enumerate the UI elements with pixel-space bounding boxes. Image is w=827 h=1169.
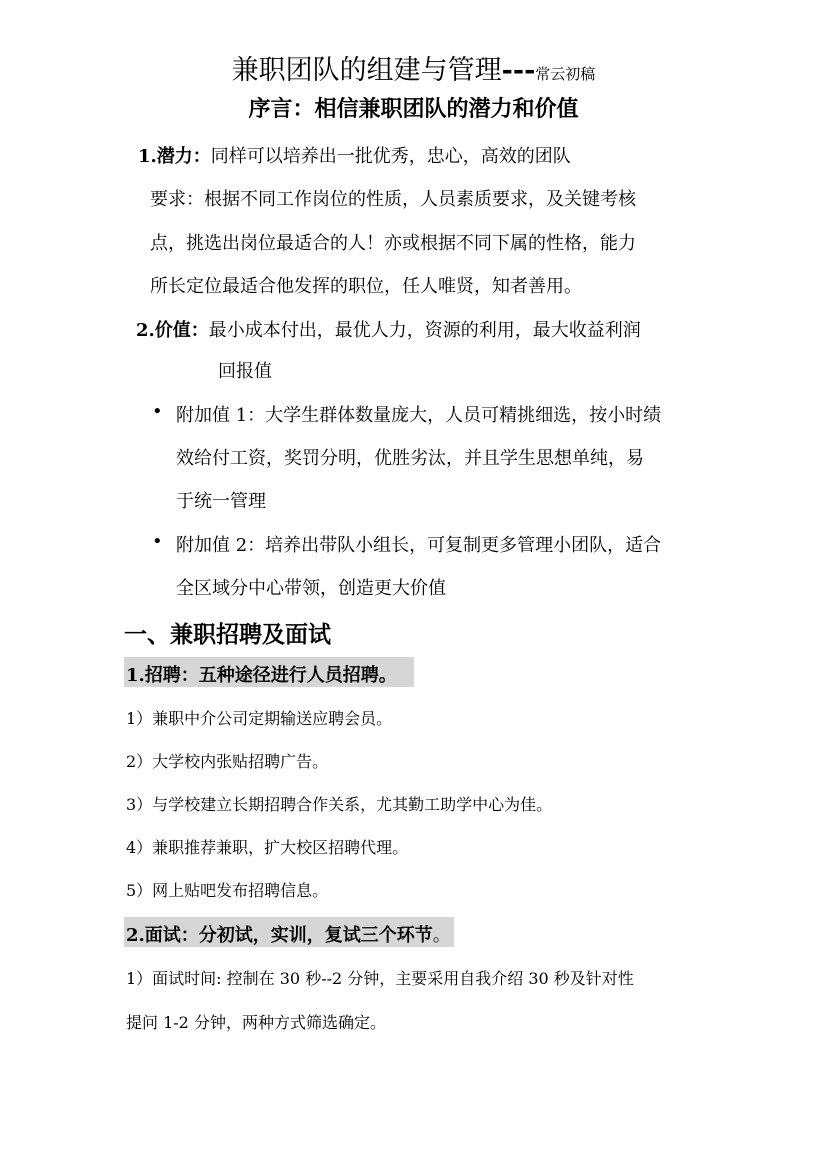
interview-line-2: 提问 1-2 分钟，两种方式筛选确定。 bbox=[126, 1013, 386, 1032]
preface-item2-line-1: 最小成本付出，最优人力，资源的利用，最大收益利润 bbox=[208, 320, 641, 341]
title-dashes: --- bbox=[501, 55, 536, 86]
recruit-item-5: 5）网上贴吧发布招聘信息。 bbox=[126, 881, 329, 900]
interview-heading-text: 2.面试：分初试，实训，复试三个环节 bbox=[126, 925, 433, 946]
bullet2-line-1: 附加值 2：培养出带队小组长，可复制更多管理小团队，适合 bbox=[176, 535, 662, 556]
bullet-marker: • bbox=[152, 531, 163, 552]
bullet1-line-3: 于统一管理 bbox=[176, 491, 266, 512]
preface-item2-line-2: 回报值 bbox=[218, 361, 272, 382]
bullet1-line-2: 效给付工资，奖罚分明，优胜劣汰，并且学生思想单纯，易 bbox=[176, 448, 644, 469]
section1-heading: 一、兼职招聘及面试 bbox=[124, 621, 331, 648]
preface-subtitle: 序言：相信兼职团队的潜力和价值 bbox=[248, 96, 579, 122]
recruit-item-2: 2）大学校内张贴招聘广告。 bbox=[126, 752, 329, 771]
document-title bbox=[0, 48, 827, 87]
recruit-heading-text: 1.招聘：五种途径进行人员招聘。 bbox=[126, 665, 397, 686]
requirement-line-3: 所长定位最适合他发挥的职位，任人唯贤，知者善用。 bbox=[150, 276, 582, 297]
preface-item2 bbox=[136, 316, 641, 342]
requirement-line-2: 点，挑选出岗位最适合的人！亦或根据不同下属的性格，能力 bbox=[150, 233, 636, 254]
preface-item1-label: 1.潜力： bbox=[138, 146, 211, 167]
interview-line-1: 1）面试时间: 控制在 30 秒--2 分钟，主要采用自我介绍 30 秒及针对性 bbox=[126, 969, 634, 988]
recruit-item-1: 1）兼职中介公司定期输送应聘会员。 bbox=[126, 709, 393, 728]
requirement-line-1: 要求：根据不同工作岗位的性质，人员素质要求，及关键考核 bbox=[150, 189, 636, 210]
preface-item1-text: 同样可以培养出一批优秀，忠心，高效的团队 bbox=[210, 146, 571, 167]
bullet1-line-1: 附加值 1：大学生群体数量庞大，人员可精挑细选，按小时绩 bbox=[176, 405, 662, 426]
title-main: 兼职团队的组建与管理 bbox=[231, 55, 502, 86]
preface-item2-label: 2.价值： bbox=[136, 320, 209, 341]
interview-heading bbox=[126, 921, 451, 947]
interview-heading-end: 。 bbox=[432, 925, 451, 946]
title-author: 常云初稿 bbox=[535, 65, 596, 83]
bullet-marker: • bbox=[152, 401, 163, 422]
recruit-item-4: 4）兼职推荐兼职，扩大校区招聘代理。 bbox=[126, 838, 409, 857]
recruit-heading bbox=[126, 661, 397, 687]
recruit-item-3: 3）与学校建立长期招聘合作关系，尤其勤工助学中心为佳。 bbox=[126, 795, 553, 814]
preface-item1 bbox=[138, 142, 571, 168]
bullet2-line-2: 全区域分中心带领，创造更大价值 bbox=[176, 578, 446, 599]
